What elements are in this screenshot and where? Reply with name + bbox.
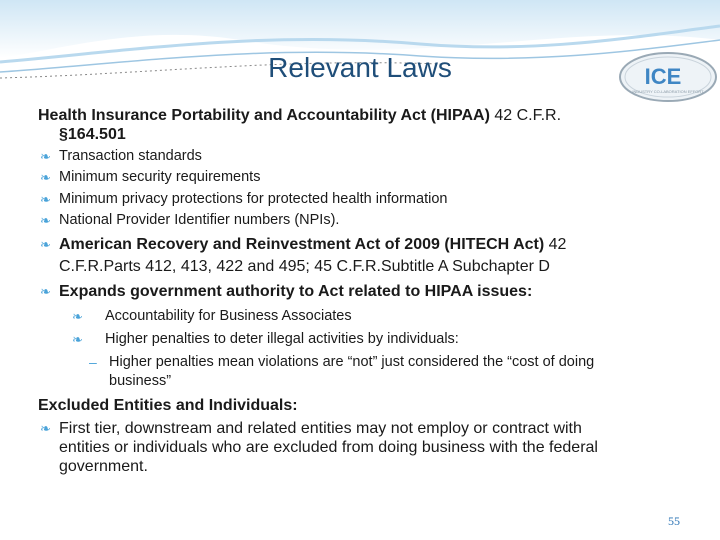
page-number: 55 — [668, 514, 680, 528]
excluded-line1: First tier, downstream and related entities may not employ or contract with — [59, 420, 582, 437]
bullet-icon: ❧ — [72, 332, 83, 347]
hitech-bold: American Recovery and Reinvestment Act of 2009 (HITECH Act) — [59, 236, 545, 253]
bullet-icon: ❧ — [40, 284, 51, 299]
hipaa-heading-bold: Health Insurance Portability and Accountability Act (HIPAA) — [38, 107, 490, 124]
bullet-icon: ❧ — [40, 149, 51, 164]
svg-text:INDUSTRY CO-LABORATION EFFORT: INDUSTRY CO-LABORATION EFFORT — [632, 89, 704, 94]
expands-sub-item-line2: business” — [109, 373, 172, 389]
hitech-line1 — [59, 236, 566, 254]
hipaa-heading-line2: §164.501 — [59, 126, 126, 143]
expands-item: Accountability for Business Associates — [105, 308, 352, 324]
bullet-icon: ❧ — [40, 237, 51, 252]
hipaa-item: Minimum privacy protections for protected health information — [59, 191, 448, 207]
hipaa-item: Transaction standards — [59, 148, 202, 164]
bullet-icon: ❧ — [40, 213, 51, 228]
header-banner — [0, 0, 720, 100]
dash-marker: – — [89, 354, 97, 370]
hitech-rest: 42 — [544, 236, 567, 253]
svg-text:ICE: ICE — [644, 64, 682, 89]
expands-sub-item-line1: Higher penalties mean violations are “not” just considered the “cost of doing — [109, 354, 595, 370]
excluded-heading: Excluded Entities and Individuals: — [38, 397, 298, 414]
hipaa-heading-rest: 42 C.F.R. — [489, 107, 562, 124]
bullet-icon: ❧ — [40, 170, 51, 185]
ice-logo — [616, 50, 720, 104]
page-title: Relevant Laws — [268, 52, 452, 83]
excluded-line3: government. — [59, 458, 148, 475]
excluded-line2: entities or individuals who are excluded from doing business with the federal — [59, 439, 598, 456]
hipaa-item: Minimum security requirements — [59, 169, 261, 185]
expands-heading: Expands government authority to Act related to HIPAA issues: — [59, 283, 533, 300]
bullet-icon: ❧ — [40, 421, 51, 436]
bullet-icon: ❧ — [72, 309, 83, 324]
expands-item: Higher penalties to deter illegal activities by individuals: — [105, 331, 459, 347]
bullet-icon: ❧ — [40, 192, 51, 207]
hitech-line2: C.F.R.Parts 412, 413, 422 and 495; 45 C.F.R.Subtitle A Subchapter D — [59, 258, 550, 275]
hipaa-item: National Provider Identifier numbers (NPIs). — [59, 212, 340, 228]
hipaa-heading — [38, 107, 561, 125]
